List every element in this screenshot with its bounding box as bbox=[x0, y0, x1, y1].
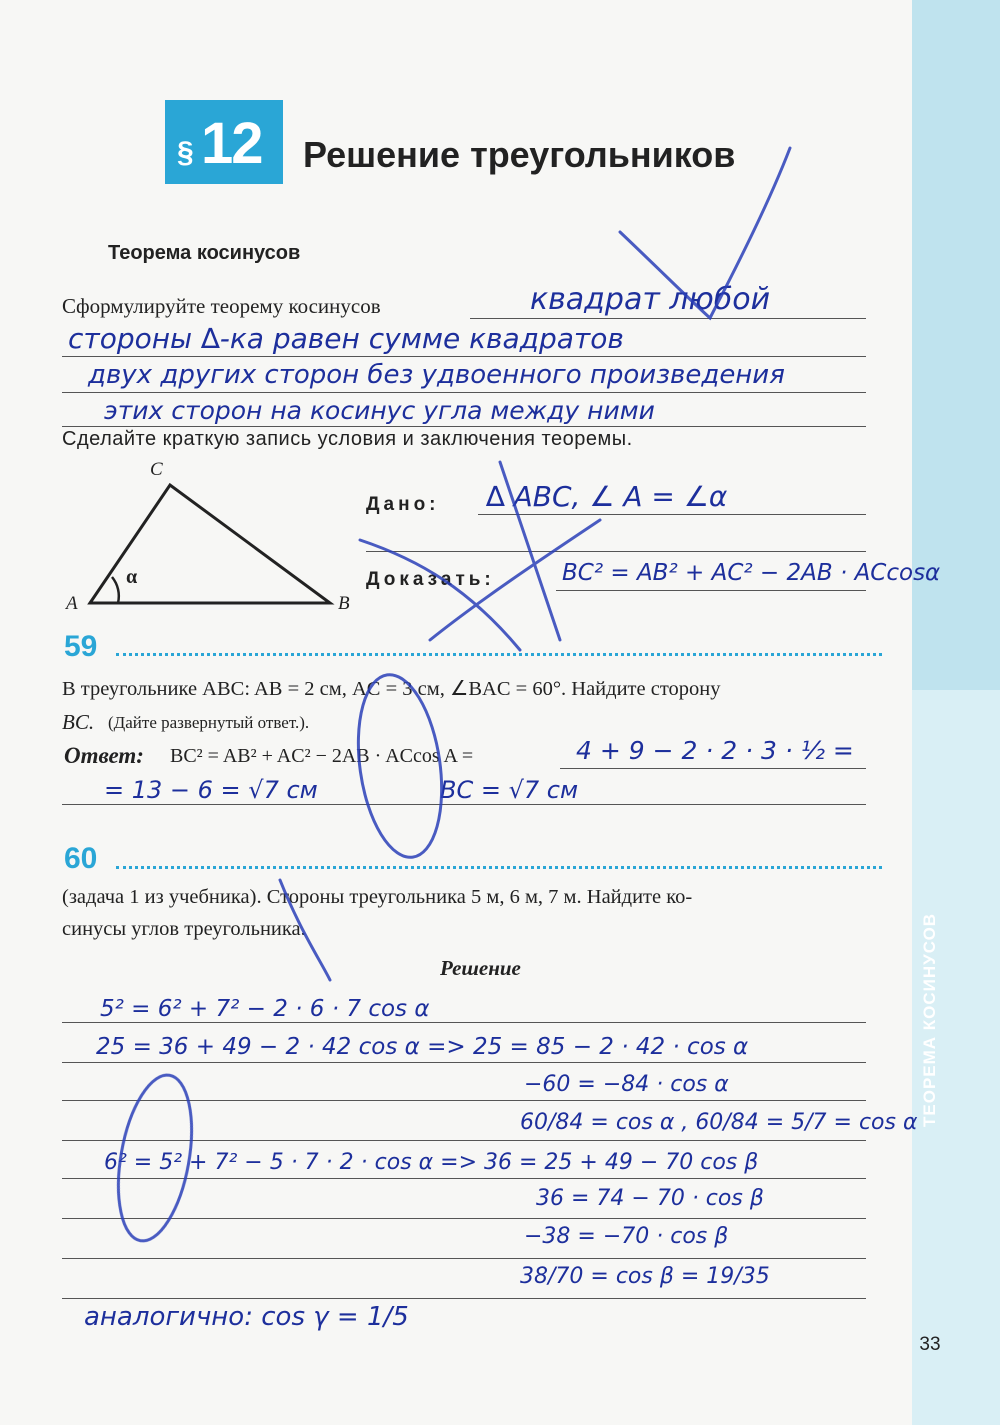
stroke bbox=[430, 520, 600, 640]
theorem-subheading: Теорема косинусов bbox=[108, 242, 301, 264]
solution-hand-line: 60/84 = cos α , 60/84 = 5/7 = cos α bbox=[520, 1110, 918, 1135]
handwritten-answer-line: стороны ∆-ка равен сумме квадратов bbox=[68, 322, 624, 355]
oval-stroke bbox=[348, 669, 453, 862]
section-number: 12 bbox=[201, 111, 262, 176]
angle-label: α bbox=[126, 566, 138, 588]
answer-label: Ответ: bbox=[64, 743, 144, 768]
handwritten-answer-line: двух других сторон без удвоенного произведения bbox=[88, 360, 785, 390]
vertex-a-label: A bbox=[66, 593, 78, 614]
solution-label: Решение bbox=[440, 956, 521, 980]
oval-stroke bbox=[107, 1069, 203, 1246]
handwritten-answer-line: этих сторон на косинус угла между ними bbox=[104, 396, 655, 425]
solution-hand-line: 38/70 = cos β = 19/35 bbox=[520, 1264, 770, 1289]
task-59-statement-2: BC. bbox=[62, 710, 95, 734]
page-number: 33 bbox=[919, 1334, 941, 1355]
task-60-statement-2: синусы углов треугольника. bbox=[62, 918, 306, 940]
summary-prompt: Сделайте краткую запись условия и заключения теоремы. bbox=[62, 428, 633, 450]
vertex-c-label: C bbox=[150, 459, 163, 480]
handwritten-answer-line: квадрат любой bbox=[530, 282, 771, 317]
given-label: Дано: bbox=[366, 494, 440, 515]
task-59-statement: В треугольнике ABC: AB = 2 см, AC = 3 см, ∠BAC = 60°. Найдите сторону bbox=[62, 678, 721, 700]
vertex-b-label: B bbox=[338, 593, 350, 614]
solution-hand-line: аналогично: cos γ = 1/5 bbox=[84, 1302, 409, 1332]
prove-label: Доказать: bbox=[366, 569, 495, 590]
solution-hand-line: 6² = 5² + 7² − 5 · 7 · 2 · cos α => 36 = 25 + 49 − 70 cos β bbox=[104, 1150, 759, 1175]
given-value: ∆ ABC, ∠ A = ∠α bbox=[486, 480, 728, 513]
sidebar-title: ТЕОРЕМА КОСИНУСОВ bbox=[920, 912, 939, 1128]
task-59-hand-line-1: 4 + 9 − 2 · 2 · 3 · ½ = bbox=[576, 736, 854, 765]
theorem-prompt: Сформулируйте теорему косинусов bbox=[62, 294, 381, 318]
solution-hand-line: −38 = −70 · cos β bbox=[524, 1224, 729, 1249]
solution-hand-line: 36 = 74 − 70 · cos β bbox=[536, 1186, 764, 1211]
check-mark-stroke bbox=[620, 148, 790, 318]
prove-value: BC² = AB² + AC² − 2AB · ACcosα bbox=[562, 560, 941, 586]
solution-hand-line: 5² = 6² + 7² − 2 · 6 · 7 cos α bbox=[100, 996, 430, 1022]
answer-formula: BC² = AB² + AC² − 2AB · ACcos A = bbox=[170, 745, 474, 767]
chapter-title: Решение треугольников bbox=[303, 134, 736, 175]
task-59-hand-line-3: BC = √7 см bbox=[440, 776, 579, 804]
stroke bbox=[500, 462, 560, 640]
stroke bbox=[280, 880, 330, 980]
task-59-note: (Дайте развернутый ответ.). bbox=[108, 713, 310, 732]
solution-hand-line: 25 = 36 + 49 − 2 · 42 cos α => 25 = 85 − 2 · 42 · cos α bbox=[96, 1034, 749, 1060]
task-60-number: 60 bbox=[64, 842, 98, 875]
task-59-number: 59 bbox=[64, 630, 98, 663]
task-60-statement: (задача 1 из учебника). Стороны треугольника 5 м, 6 м, 7 м. Найдите ко- bbox=[62, 886, 693, 908]
section-symbol: § bbox=[177, 136, 194, 169]
task-59-hand-line-2: = 13 − 6 = √7 см bbox=[104, 776, 318, 804]
solution-hand-line: −60 = −84 · cos α bbox=[524, 1072, 729, 1097]
